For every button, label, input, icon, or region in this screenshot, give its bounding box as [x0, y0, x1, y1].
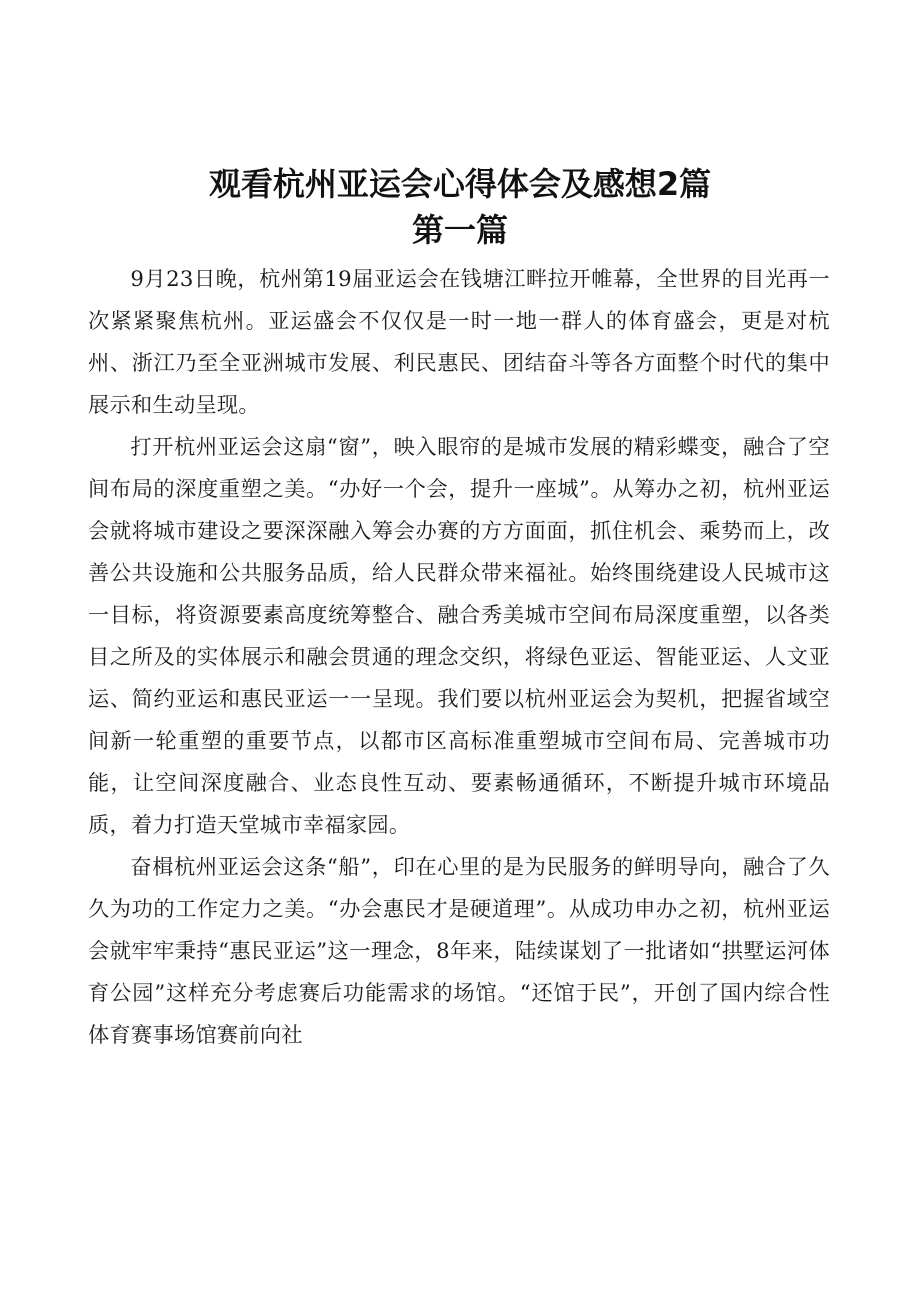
paragraph: 9月23日晚，杭州第19届亚运会在钱塘江畔拉开帷幕，全世界的目光再一次紧紧聚焦杭州。亚运盛会不仅仅是一时一地一群人的体育盛会，更是对杭州、浙江乃至全亚洲城市发展、利民惠民、团结奋斗等各方面整个时代的集中展示和生动呈现。 — [88, 266, 830, 417]
paragraph: 奋楫杭州亚运会这条“船”，印在心里的是为民服务的鲜明导向，融合了久久为功的工作定力之美。“办会惠民才是硬道理”。从成功申办之初，杭州亚运会就牢牢秉持“惠民亚运”这一理念，8年来，陆续谋划了一批诸如“拱墅运河体育公园”这样充分考虑赛后功能需求的场馆。“还馆于民”，开创了国内综合性体育赛事场馆赛前向社 — [88, 854, 830, 1047]
paragraph: 打开杭州亚运会这扇“窗”，映入眼帘的是城市发展的精彩蝶变，融合了空间布局的深度重塑之美。“办好一个会，提升一座城”。从筹办之初，杭州亚运会就将城市建设之要深深融入筹会办赛的方方面面，抓住机会、乘势而上，改善公共设施和公共服务品质，给人民群众带来福祉。始终围绕建设人民城市这一目标，将资源要素高度统筹整合、融合秀美城市空间布局深度重塑，以各类目之所及的实体展示和融会贯通的理念交织，将绿色亚运、智能亚运、人文亚运、简约亚运和惠民亚运一一呈现。我们要以杭州亚运会为契机，把握省域空间新一轮重塑的重要节点，以都市区高标准重塑城市空间布局、完善城市功能，让空间深度融合、业态良性互动、要素畅通循环，不断提升城市环境品质，着力打造天堂城市幸福家园。 — [88, 434, 830, 837]
document-body — [88, 258, 830, 1056]
document-title: 观看杭州亚运会心得体会及感想2篇 — [208, 165, 712, 203]
section-title: 第一篇 — [411, 211, 508, 249]
